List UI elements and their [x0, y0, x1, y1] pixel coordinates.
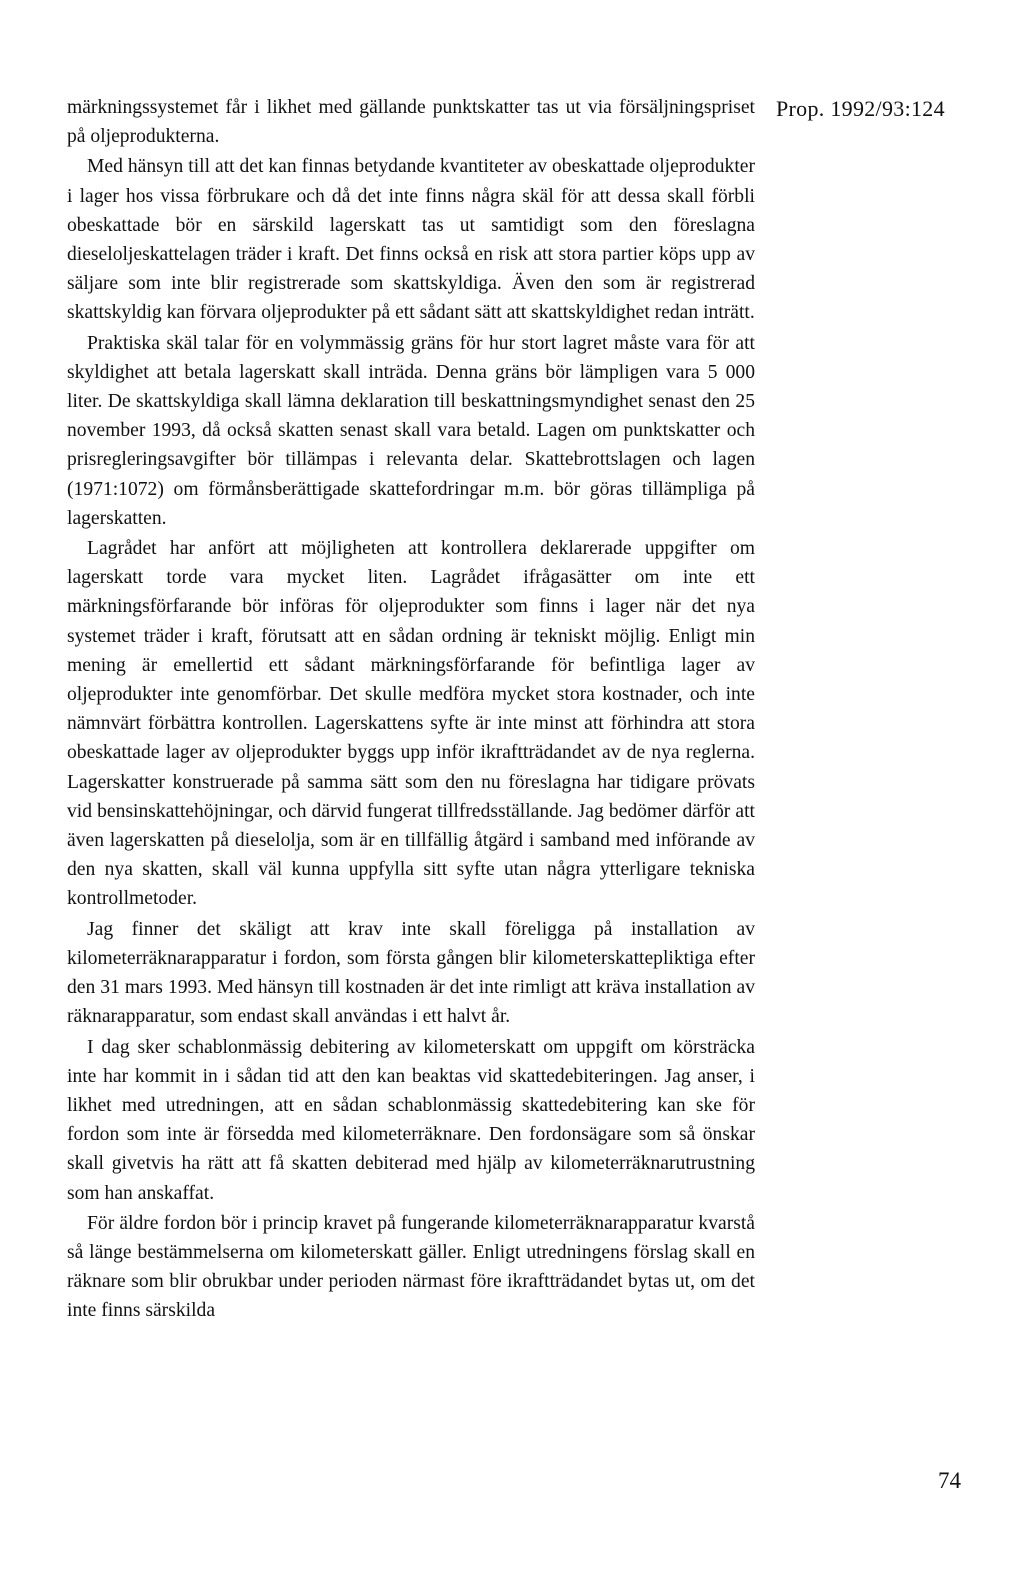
- proposition-reference: Prop. 1992/93:124: [776, 96, 945, 121]
- body-text: [67, 93, 755, 1326]
- page-number: 74: [938, 1468, 961, 1493]
- paragraph: Lagrådet har anfört att möjligheten att kontrollera deklarerade uppgifter om lagerskatt torde vara mycket liten. Lagrådet ifrågasätter om inte ett märkningsförfarande bör införas för oljeprodukter som finns i lager när det nya systemet träder i kraft, förutsatt att en sådan ordning är tekniskt möjlig. Enligt min mening är emellertid ett sådant märkningsförfarande för befintliga lager av oljeprodukter inte genomförbar. Det skulle medföra mycket stora kostnader, och inte nämnvärt förbättra kontrollen. Lagerskattens syfte är inte minst att förhindra att stora obeskattade lager av oljeprodukter byggs upp inför ikraftträdandet av de nya reglerna. Lagerskatter konstruerade på samma sätt som den nu föreslagna har tidigare prövats vid bensinskattehöjningar, och därvid fungerat tillfredsställande. Jag bedömer därför att även lagerskatten på dieselolja, som är en tillfällig åtgärd i samband med införande av den nya skatten, skall väl kunna uppfylla sitt syfte utan några ytterligare tekniska kontrollmetoder.: [67, 538, 755, 910]
- paragraph: Praktiska skäl talar för en volymmässig gräns för hur stort lagret måste vara för att skyldighet att betala lagerskatt skall inträda. Denna gräns bör lämpligen vara 5 000 liter. De skattskyldiga skall lämna deklaration till beskattningsmyndighet senast den 25 november 1993, då också skatten senast skall vara betald. Lagen om punktskatter och prisregleringsavgifter bör tillämpas i relevanta delar. Skattebrottslagen och lagen (1971:1072) om förmånsberättigade skattefordringar m.m. bör göras tillämpliga på lagerskatten.: [67, 332, 755, 529]
- paragraph: Med hänsyn till att det kan finnas betydande kvantiteter av obeskattade oljeprodukter i lager hos vissa förbrukare och då det inte finns några skäl för att dessa skall förbli obeskattade bör en särskild lagerskatt tas ut samtidigt som den föreslagna dieseloljeskattelagen träder i kraft. Det finns också en risk att stora partier köps upp av säljare som inte blir registrerade som skattskyldiga. Även den som är registrerad skattskyldig kan förvara oljeprodukter på ett sådant sätt att skattskyldighet redan inträtt.: [67, 156, 755, 324]
- paragraph-continued: märkningssystemet får i likhet med gällande punktskatter tas ut via försäljningspriset på oljeprodukterna.: [67, 97, 755, 148]
- paragraph: I dag sker schablonmässig debitering av kilometerskatt om uppgift om körsträcka inte har kommit in i sådan tid att den kan beaktas vid skattedebiteringen. Jag anser, i likhet med utredningen, att en sådan schablonmässig skattedebitering kan ske för fordon som inte är försedda med kilometerräknare. Den fordonsägare som så önskar skall givetvis ha rätt att få skatten debiterad med hjälp av kilometerräknarutrustning som han anskaffat.: [67, 1036, 755, 1204]
- paragraph: Jag finner det skäligt att krav inte skall föreligga på installation av kilometerräknarapparatur i fordon, som första gången blir kilometerskattepliktiga efter den 31 mars 1993. Med hänsyn till kostnaden är det inte rimligt att kräva installation av räknarapparatur, som endast skall användas i ett halvt år.: [67, 918, 755, 1028]
- paragraph: För äldre fordon bör i princip kravet på fungerande kilometerräknarapparatur kvarstå så länge bestämmelserna om kilometerskatt gäller. Enligt utredningens förslag skall en räknare som blir obrukbar under perioden närmast före ikraftträdandet bytas ut, om det inte finns särskilda: [67, 1212, 755, 1322]
